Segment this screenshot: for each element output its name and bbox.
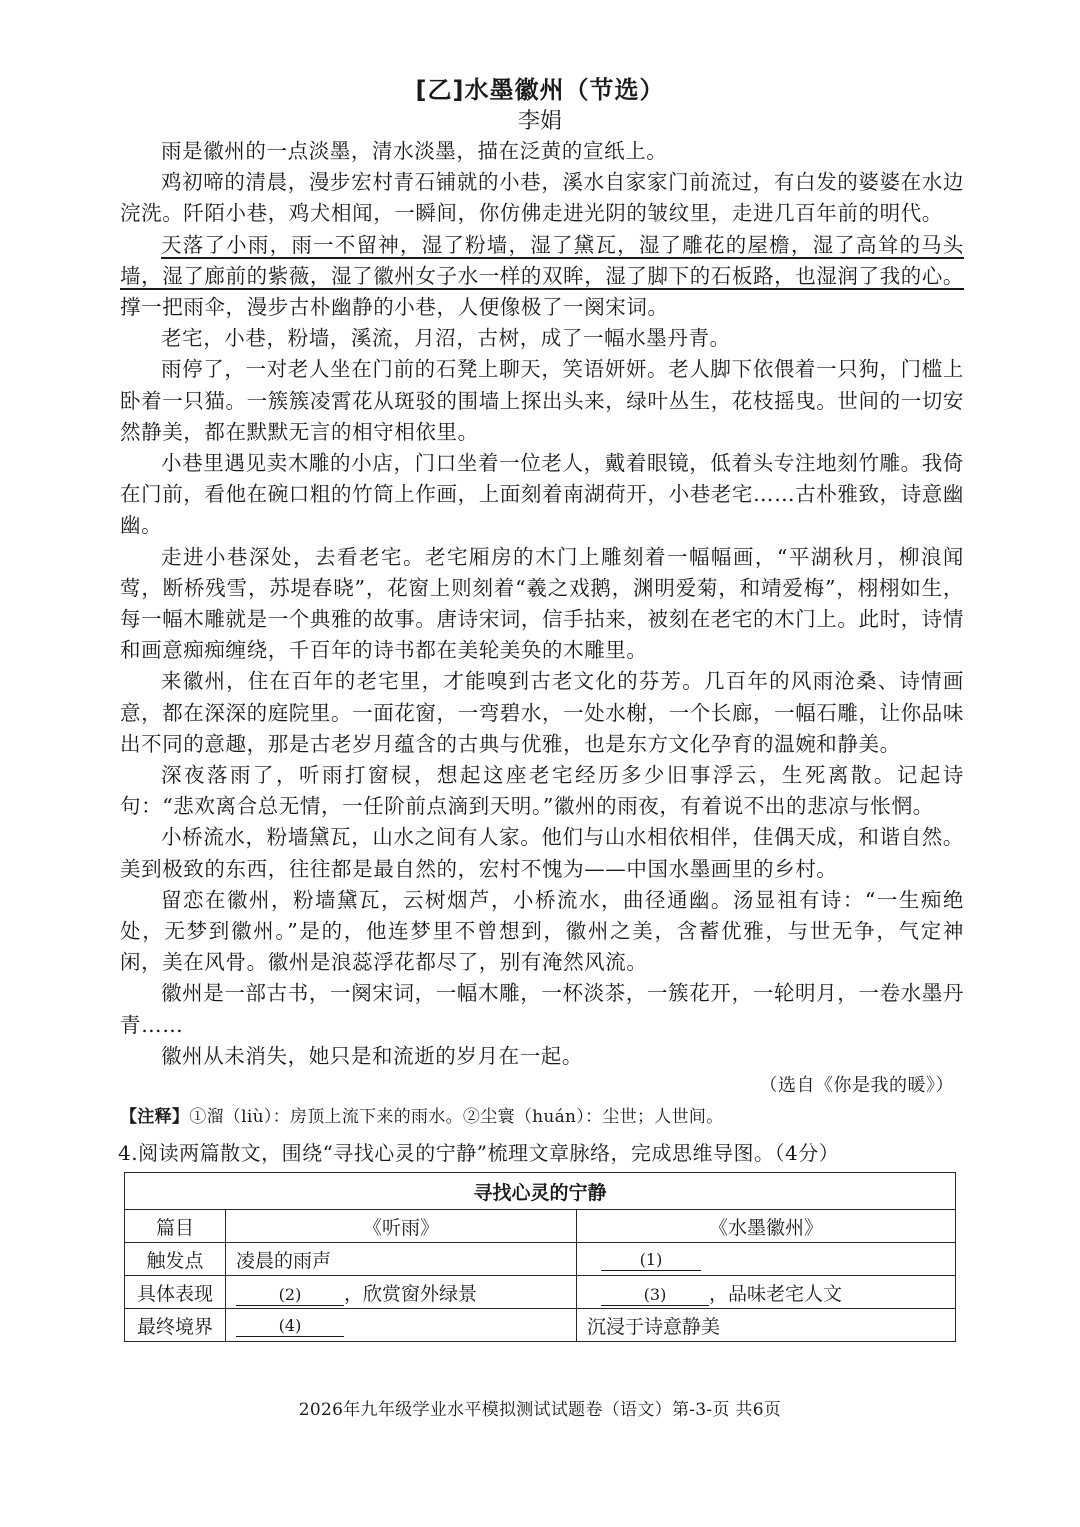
note-label: 【注释】 <box>120 1107 190 1127</box>
row-label-trigger: 触发点 <box>125 1243 226 1276</box>
column-header-title: 篇目 <box>125 1210 226 1243</box>
annotation-note <box>120 1102 724 1127</box>
cell-expression-b <box>577 1276 956 1309</box>
row-label-expression: 具体表现 <box>125 1276 226 1309</box>
paragraph: 鸡初啼的清晨，漫步宏村青石铺就的小巷，溪水自家家门前流过，有白发的婆婆在水边浣洗。阡陌小巷，鸡犬相闻，一瞬间，你仿佛走进光阴的皱纹里，走进几百年前的明代。 <box>120 170 964 226</box>
underlined-paragraph <box>120 230 964 292</box>
passage-author: 李娟 <box>517 109 562 134</box>
cell-realm-b: 沉浸于诗意静美 <box>577 1309 956 1342</box>
cell-expression-b-text: ，品味老宅人文 <box>709 1282 843 1305</box>
passage-body <box>120 136 964 1072</box>
paragraph: 撑一把雨伞，漫步古朴幽静的小巷，人便像极了一阕宋词。 <box>120 295 669 320</box>
paragraph: 徽州从未消失，她只是和流逝的岁月在一起。 <box>161 1043 583 1068</box>
note-text: ①溜（liù）：房顶上流下来的雨水。②尘寰（huán）：尘世；人世间。 <box>189 1107 724 1127</box>
paragraph: 徽州是一部古书，一阕宋词，一幅木雕，一杯淡茶，一簇花开，一轮明月，一卷水墨丹青…… <box>120 981 964 1037</box>
column-header-shuimo: 《水墨徽州》 <box>577 1210 956 1243</box>
mind-map-table <box>124 1172 956 1342</box>
passage-title: [乙]水墨徽州（节选） <box>415 76 665 104</box>
cell-realm-a <box>226 1309 577 1342</box>
cell-trigger-a: 凌晨的雨声 <box>226 1243 577 1276</box>
page-footer: 2026年九年级学业水平模拟测试试题卷（语文）第-3-页 共6页 <box>298 1400 782 1420</box>
answer-blank-4[interactable]: (4) <box>236 1316 344 1337</box>
source-citation: （选自《你是我的暖》） <box>759 1075 954 1096</box>
paragraph: 小桥流水，粉墙黛瓦，山水之间有人家。他们与山水相依相伴，佳偶天成，和谐自然。美到极致的东西，往往都是最自然的，宏村不愧为——中国水墨画里的乡村。 <box>120 825 964 881</box>
paragraph: 雨停了，一对老人坐在门前的石凳上聊天，笑语妍妍。老人脚下依偎着一只狗，门槛上卧着一只猫。一簇簇凌霄花从斑驳的围墙上探出头来，绿叶丛生，花枝摇曳。世间的一切安然静美，都在默默无言的相守相依里。 <box>120 357 964 444</box>
paragraph: 留恋在徽州，粉墙黛瓦，云树烟芦，小桥流水，曲径通幽。汤显祖有诗：“一生痴绝处，无梦到徽州。”是的，他连梦里不曾想到，徽州之美，含蓄优雅，与世无争，气定神闲，美在风骨。徽州是浪蕊浮花都尽了，别有淹然风流。 <box>120 887 964 975</box>
paragraph: 来徽州，住在百年的老宅里，才能嗅到古老文化的芬芳。几百年的风雨沧桑、诗情画意，都在深深的庭院里。一面花窗，一弯碧水，一处水榭，一个长廊，一幅石雕，让你品味出不同的意趣，那是古老岁月蕴含的古典与优雅，也是东方文化孕育的温婉和静美。 <box>120 669 964 756</box>
cell-expression-a <box>226 1276 577 1309</box>
paragraph: 雨是徽州的一点淡墨，清水淡墨，描在泛黄的宣纸上。 <box>161 139 668 163</box>
question-4: 4.阅读两篇散文，围绕“寻找心灵的宁静”梳理文章脉络，完成思维导图。（4分） <box>118 1141 840 1165</box>
answer-blank-3[interactable]: (3) <box>601 1285 709 1306</box>
answer-blank-2[interactable]: (2) <box>236 1285 344 1306</box>
column-header-tingyu: 《听雨》 <box>226 1210 577 1243</box>
paragraph: 老宅，小巷，粉墙，溪流，月沼，古树，成了一幅水墨丹青。 <box>161 326 731 351</box>
mind-map-caption: 寻找心灵的宁静 <box>125 1173 956 1210</box>
row-label-realm: 最终境界 <box>125 1309 226 1342</box>
underlined-text: 天落了小雨，雨一不留神，湿了粉墙，湿了黛瓦，湿了雕花的屋檐，湿了高耸的马头墙，湿了廊前的紫薇，湿了徽州女子水一样的双眸，湿了脚下的石板路，也湿润了我的心。 <box>120 232 964 288</box>
cell-expression-a-text: ，欣赏窗外绿景 <box>344 1282 478 1305</box>
answer-blank-1[interactable]: (1) <box>601 1250 701 1271</box>
paragraph: 走进小巷深处，去看老宅。老宅厢房的木门上雕刻着一幅幅画，“平湖秋月，柳浪闻莺，断桥残雪，苏堤春晓”，花窗上则刻着“羲之戏鹅，渊明爱菊，和靖爱梅”，栩栩如生，每一幅木雕就是一个典雅的故事。唐诗宋词，信手拈来，被刻在老宅的木门上。此时，诗情和画意痴痴缠绕，千百年的诗书都在美轮美奂的木雕里。 <box>120 544 964 663</box>
cell-trigger-b <box>577 1243 956 1276</box>
paragraph: 小巷里遇见卖木雕的小店，门口坐着一位老人，戴着眼镜，低着头专注地刻竹雕。我倚在门前，看他在碗口粗的竹筒上作画，上面刻着南湖荷开，小巷老宅……古朴雅致，诗意幽幽。 <box>120 451 964 538</box>
paragraph: 深夜落雨了，听雨打窗棂，想起这座老宅经历多少旧事浮云，生死离散。记起诗句：“悲欢离合总无情，一任阶前点滴到天明。”徽州的雨夜，有着说不出的悲凉与怅惘。 <box>120 763 964 819</box>
